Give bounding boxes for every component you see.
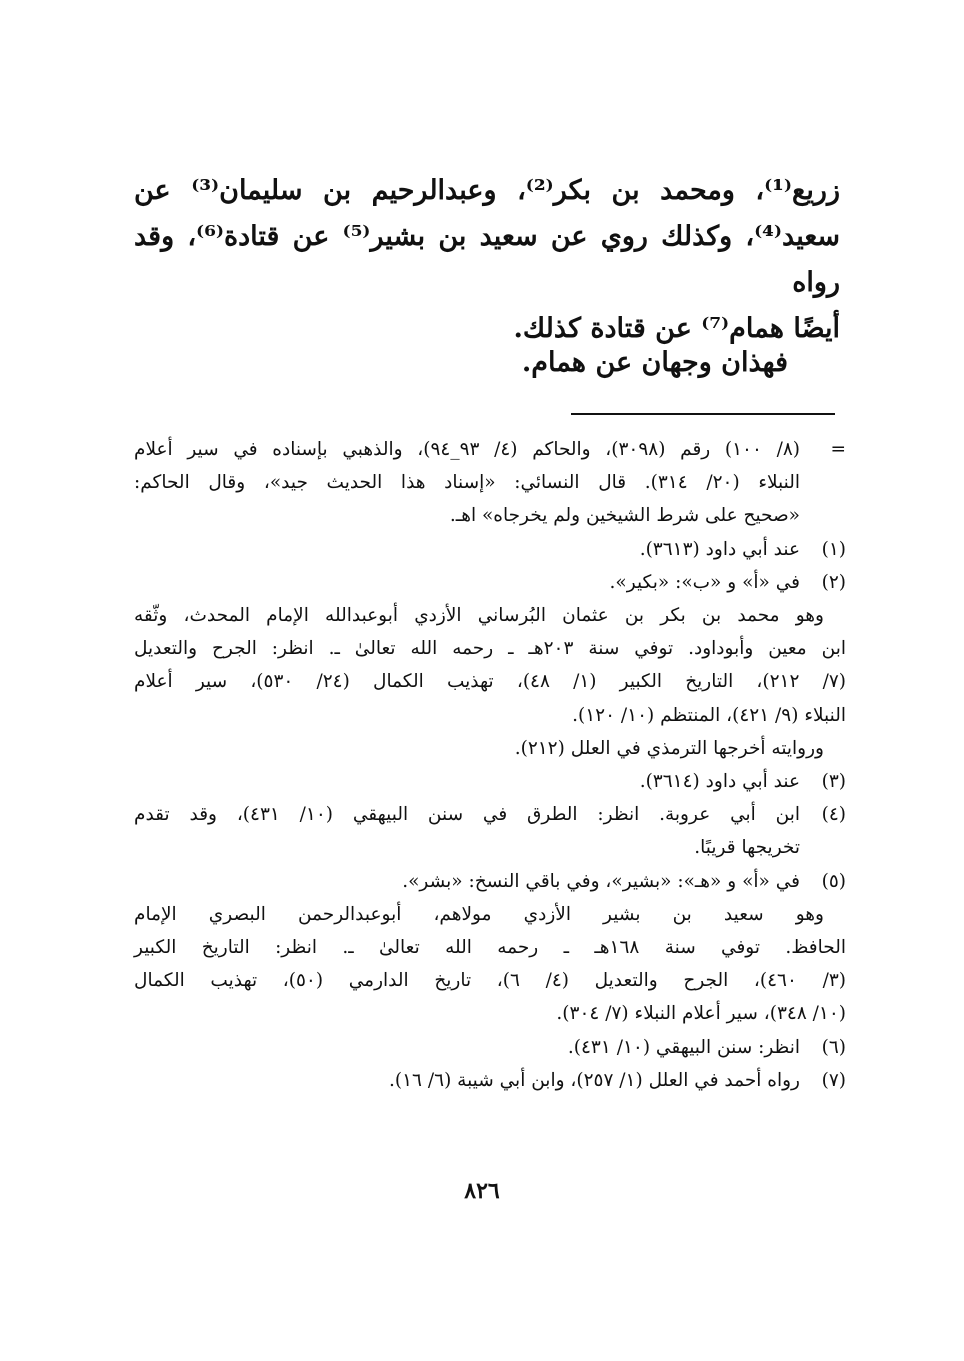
footnote-line: (٣/ ٤٦٠)، الجرح والتعديل (٤/ ٦)، تاريخ الدارمي (٥٠)، تهذيب الكمال: [134, 970, 846, 992]
footnote-5: [134, 865, 846, 898]
main-paragraph: [134, 168, 840, 352]
footnote-1: [134, 533, 846, 566]
footnote-separator: [571, 413, 835, 415]
main-line: سعيد⁽⁴⁾، وكذلك روي عن سعيد بن بشير⁽⁵⁾ عن قتادة⁽⁶⁾، وقد رواه: [134, 221, 841, 298]
footnote-3: [134, 765, 846, 798]
footnote-line: في «أ» و «هـ»: «بشير»، وفي باقي النسخ: «بشر».: [402, 870, 800, 892]
footnote-line: (١٠/ ٣٤٨)، سير أعلام النبلاء (٧/ ٣٠٤).: [556, 1003, 846, 1025]
footnote-line: عند أبي داود (٣٦١٤).: [639, 771, 800, 793]
footnote-2: [134, 566, 846, 599]
footnote-line: ابن أبي عروبة. انظر: الطرق في سنن البيهقي (١٠/ ٤٣١)، وقد تقدم: [134, 804, 800, 826]
footnote-line: عند أبي داود (٣٦١٣).: [639, 538, 800, 560]
footnote-continuation: [134, 433, 846, 533]
footnote-number: (٢): [821, 571, 846, 593]
page-number: ٨٢٦: [464, 1178, 500, 1204]
footnotes: [134, 433, 846, 1097]
footnote-line: في «أ» و «ب»: «بكير».: [609, 571, 800, 593]
footnote-7: [134, 1064, 846, 1097]
conclusion-line: فهذان وجهان عن همام.: [521, 347, 788, 378]
footnote-line: تخريجها قريبًا.: [694, 837, 800, 859]
footnote-4: [134, 798, 846, 864]
footnote-line: الحافظ. توفي سنة ١٦٨هـ ـ رحمه الله تعالىٰ ـ. انظر: التاريخ الكبير: [134, 937, 846, 959]
footnote-number: (٣): [821, 771, 846, 793]
footnote-number: (١): [821, 538, 846, 560]
footnote-line: وهو محمد بن بكر بن عثمان البُرساني الأزدي أبوعبدالله الإمام المحدث، وثّقه: [134, 605, 824, 627]
footnote-line: انظر: سنن البيهقي (١٠/ ٤٣١).: [567, 1036, 800, 1058]
main-line: زريع⁽¹⁾، ومحمد بن بكر⁽²⁾، وعبدالرحيم بن سليمان⁽³⁾ عن: [134, 175, 841, 206]
footnote-number: (٧): [821, 1069, 846, 1091]
footnote-line: وهو سعيد بن بشير الأزدي مولاهم، أبوعبدالرحمن البصري الإمام: [134, 903, 824, 925]
footnote-number: (٦): [821, 1036, 846, 1058]
continuation-marker: =: [830, 439, 846, 460]
footnote-line: «صحيح على شرط الشيخين ولم يخرجاه» اهـ.: [449, 505, 800, 527]
footnote-line: وروايته أخرجها الترمذي في العلل (٢١٢).: [514, 737, 824, 759]
footnote-line: النبلاء (٩/ ٤٢١)، المنتظم (١٠/ ١٢٠).: [572, 704, 846, 726]
footnote-line: (٧/ ٢١٢)، التاريخ الكبير (١/ ٤٨)، تهذيب الكمال (٢٤/ ٥٣٠)، سير أعلام: [134, 671, 846, 693]
main-line: أيضًا همام⁽⁷⁾ عن قتادة كذلك.: [513, 313, 840, 344]
footnote-line: ابن معين وأبوداود. توفي سنة ٢٠٣هـ ـ رحمه الله تعالىٰ ـ. انظر: الجرح والتعديل: [134, 638, 846, 660]
footnote-line: (٨/ ١٠٠) رقم (٣٠٩٨)، والحاكم (٤/ ٩٣_٩٤)، والذهبي بإسناده في سير أعلام: [134, 439, 801, 460]
footnote-number: (٤): [821, 804, 846, 826]
footnote-line: رواه أحمد في العلل (١/ ٢٥٧)، وابن أبي شيبة (٦/ ١٦).: [389, 1069, 800, 1091]
footnote-line: النبلاء (٢٠/ ٣١٤). قال النسائي: «إسناد هذا الحديث جيد»، وقال الحاكم:: [134, 472, 800, 494]
footnote-6: [134, 1031, 846, 1064]
footnote-number: (٥): [821, 870, 846, 892]
